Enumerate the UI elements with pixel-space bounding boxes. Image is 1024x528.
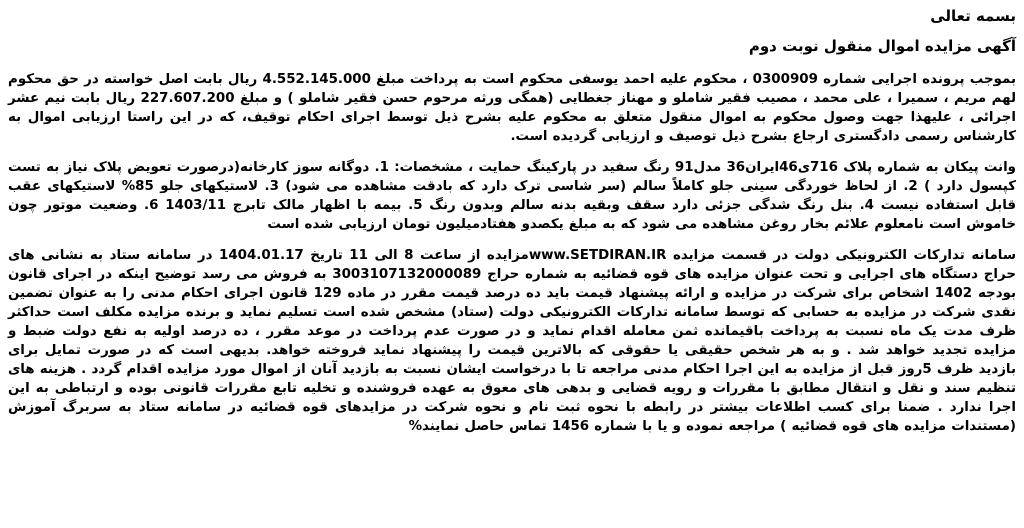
heading: بسمه تعالی — [930, 7, 1016, 25]
paragraph-auction-terms: سامانه تدارکات الکترونیکی دولت در قسمت مزایده www.SETDIRAN.IRمزایده از ساعت 8 الی 11 تاریخ 1404.01.17 در سامانه ستاد به نشانی های حراج دستگاه های اجرایی و تحت عنوان مزایده های قوه قضائیه به شماره حراج 3003107132000089 به فروش می رسد توضیح اینکه در اجرای قانون بودجه 1402 اشخاص برای شرکت در مزایده و ارائه پیشنهاد قیمت باید ده درصد قیمت مقرر در ماده 129 قانون اجرای احکام مدنی را به عنوان تضمین نقدی شرکت در مزایده به حسابی که توسط سامانه تدارکات الکترونیکی دولت (ستاد) مشخص شده است تسلیم نماید و برنده مزایده مکلف است حداکثر ظرف مدت یک ماه نسبت به پرداخت باقیمانده ثمن معامله اقدام نماید و در صورت عدم پرداخت در موعد مقرر ، ده درصد اولیه به نفع دولت ضبط و مزایده تجدید خواهد شد . و به هر شخص حقیقی یا حقوقی که بالاترین قیمت را پیشنهاد نماید فروخته خواهد. بدیهی است که در صورت تمایل برای بازدید ظرف 5روز قبل از مزایده به این اجرا احکام مدنی مراجعه تا با درخواست ایشان نسبت به بازدید آنان از اموال مورد مزایده اقدام گردد . هزینه های تنظیم سند و نقل و انتقال مطابق با مقررات و رویه قضایی و بدهی های معوق به عهده فروشنده و تخلیه تابع مقررات قانونی بوده و ارتباطی به این اجرا ندارد . ضمنا برای کسب اطلاعات بیشتر در رابطه با نحوه ثبت نام و نحوه شرکت در مزایدهای قوه قضائیه در سامانه ستاد به سربرگ آموزش (مستندات مزایده های قوه قضائیه ) مراجعه نموده و یا با شماره 1456 تماس حاصل نمایند% — [8, 248, 1017, 434]
paragraph-vehicle-description: وانت پیکان به شماره پلاک 716ی46ایران36 مدل91 رنگ سفید در پارکینگ حمایت ، مشخصات: 1. دوگانه سوز کارخانه(درصورت تعویض پلاک نیاز به تست کپسول دارد ) 2. از لحاظ خوردگی سینی جلو کاملاً سالم (سر شاسی ترک دارد که بادقت مشاهده می شود) 3. لاستیکهای جلو 85% لاستیکهای عقب قابل استفاده نیست 4. بنل رنگ شدگی جزئی دارد سقف وبقیه بدنه سالم وبدون رنگ 5. بیمه با اظهار مالک تابرج 1403/11 6. وضعیت موتور چون خاموش است نامعلوم علائم بخار روغن مشاهده می شود که به مبلغ یکصدو هفتادمیلیون تومان ارزیابی شده است — [8, 160, 1016, 232]
auction-notice-page — [8, 6, 1016, 524]
notice-title: آگهی مزایده اموال منقول نوبت دوم — [748, 37, 1016, 55]
paragraph-judgment: بموجب پرونده اجرایی شماره 0300909 ، محکوم علیه احمد یوسفی محکوم است به پرداخت مبلغ 4.552.145.000 ریال بابت اصل خواسته در حق محکوم لهم مریم ، سمیرا ، علی محمد ، مصیب فقیر شاملو و مهناز جغطایی (همگی ورثه مرحوم حسن فقیر شاملو ) و مبلغ 227.607.200 ریال بابت نیم عشر اجرائی ، علیهذا جهت وصول محکوم به اموال منقول متعلق به محکوم علیه بشرح ذیل توسط اجرای احکام توقیف، که در این راستا ارزیابی اموال به کارشناس رسمی دادگستری ارجاع بشرح ذیل توصیف و ارزیابی گردیده است. — [8, 72, 1016, 144]
